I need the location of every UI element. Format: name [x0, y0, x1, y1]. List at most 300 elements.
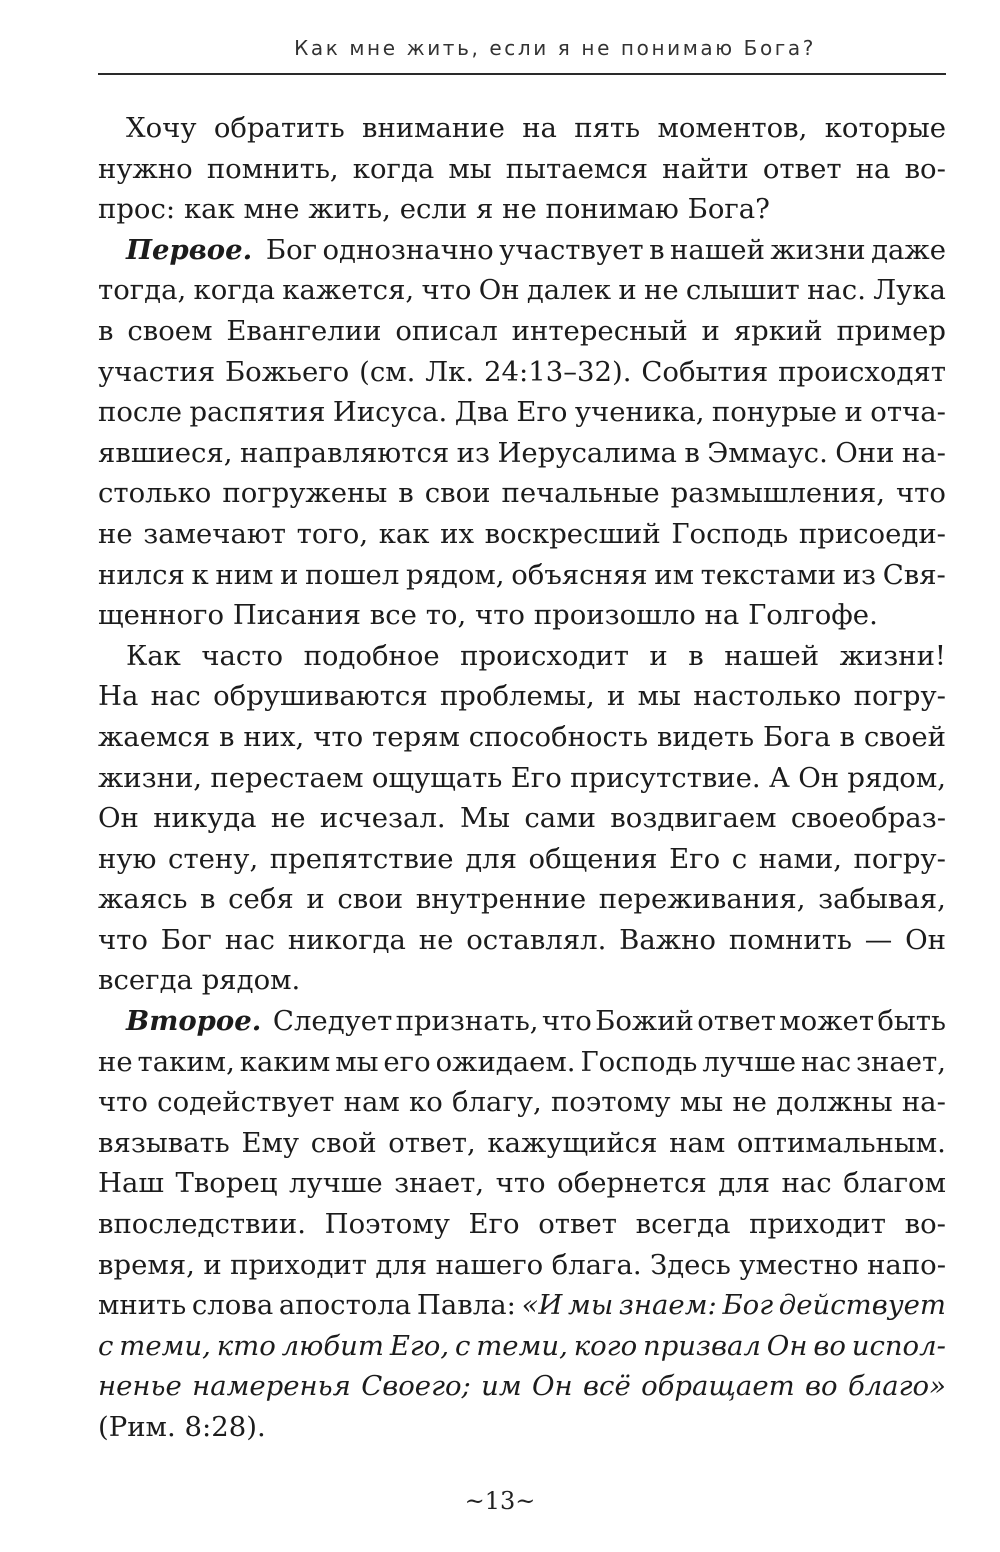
word: блага.: [551, 1248, 642, 1281]
word: распятия: [189, 396, 326, 429]
word: лучше: [288, 1167, 383, 1200]
word: Здесь: [650, 1248, 731, 1281]
word: Лука: [873, 274, 946, 307]
text-line: [98, 1245, 946, 1286]
word: мы: [679, 1086, 724, 1119]
word: ответ,: [388, 1126, 476, 1159]
word: Он: [98, 802, 139, 835]
word: всегда: [635, 1208, 731, 1241]
word: что: [98, 1086, 148, 1119]
text-line: [98, 595, 946, 636]
word: не: [732, 1086, 767, 1119]
word: объясняя: [511, 558, 648, 591]
word: Голгофе.: [748, 599, 878, 632]
word: ную: [98, 842, 157, 875]
word: слова: [191, 1289, 274, 1322]
word: и: [607, 680, 626, 713]
word: Он: [905, 923, 946, 956]
word: нился: [98, 558, 185, 591]
word: того,: [296, 517, 369, 550]
word: пошел: [305, 558, 400, 591]
word: с: [731, 842, 748, 875]
word: на-: [901, 1086, 946, 1119]
paragraph-intro: [98, 108, 946, 230]
word: для: [718, 1167, 770, 1200]
word: благо»: [847, 1370, 946, 1403]
word: для: [465, 842, 517, 875]
word: и: [203, 1248, 222, 1281]
word: поэтому: [550, 1086, 671, 1119]
word: щенного: [98, 599, 225, 632]
word: нам: [343, 1086, 400, 1119]
word: и: [618, 274, 637, 307]
word: любит: [281, 1329, 384, 1362]
word: Он: [766, 1329, 808, 1362]
word: нас: [800, 1045, 852, 1078]
word: ожидаем.: [435, 1045, 576, 1078]
word: Хочу: [126, 112, 197, 144]
word: что: [541, 1005, 592, 1038]
word: во-: [904, 152, 946, 185]
word: и: [306, 883, 325, 916]
word: размышления,: [670, 477, 885, 510]
word: сами: [524, 802, 596, 835]
word: может: [779, 1005, 875, 1038]
word: всегда: [98, 964, 193, 997]
word: уместно: [739, 1248, 859, 1281]
word: Он: [478, 274, 520, 307]
word: даже: [871, 233, 946, 266]
word: во-: [904, 1208, 946, 1241]
word: внимание: [362, 112, 505, 144]
word: из: [842, 558, 877, 591]
word: найти: [662, 152, 749, 185]
word: намеренья: [192, 1370, 351, 1403]
header-rule: [98, 73, 946, 75]
word: в: [398, 477, 414, 510]
word: приходит: [230, 1248, 367, 1281]
word: не: [98, 517, 133, 550]
word: благом: [843, 1167, 946, 1200]
page-number: ~13~: [464, 1487, 536, 1515]
text-line: [98, 1042, 946, 1083]
word: рядом.: [201, 964, 301, 997]
word: то,: [425, 599, 467, 632]
word: не: [502, 193, 537, 226]
word: и: [649, 639, 668, 672]
word: моментов,: [657, 112, 808, 144]
word: нашей: [670, 233, 765, 266]
word: лучше: [702, 1045, 797, 1078]
word: что: [475, 599, 525, 632]
word: А: [769, 761, 790, 794]
word: участвует: [499, 233, 644, 266]
word: я: [475, 193, 494, 226]
word: На: [98, 680, 139, 713]
word: Два: [454, 396, 509, 429]
word: что: [421, 274, 472, 307]
word: Свя-: [882, 558, 946, 591]
word: проблемы,: [439, 680, 595, 713]
word: на: [855, 152, 891, 185]
word: своей: [863, 720, 946, 753]
word: способность: [468, 720, 649, 753]
word: таким,: [137, 1045, 235, 1078]
word: обрушиваются: [213, 680, 428, 713]
word: «И: [521, 1289, 563, 1322]
word: после: [98, 396, 183, 429]
word: себя: [228, 883, 294, 916]
word: ответ: [697, 1005, 776, 1038]
word: что: [895, 477, 946, 510]
paragraph-lead-label: Второе.: [126, 1005, 262, 1038]
word: Иерусалима: [497, 436, 677, 469]
word: вязывать: [98, 1126, 230, 1159]
word: тогда,: [98, 274, 187, 307]
word: оптимальным.: [736, 1126, 946, 1159]
word: мы: [335, 1045, 379, 1078]
word: обращает: [641, 1370, 795, 1403]
word: внутренние: [415, 883, 587, 916]
text-line: [98, 1082, 946, 1123]
word: Ему: [241, 1126, 300, 1159]
word: 24:13–32).: [484, 355, 632, 388]
word: стену,: [168, 842, 259, 875]
paragraph-first: [98, 230, 946, 636]
word: Эммаус.: [707, 436, 828, 469]
text-line: [98, 758, 946, 799]
word: жаясь: [98, 883, 188, 916]
word: Иисуса.: [332, 396, 448, 429]
word: впоследствии.: [98, 1208, 306, 1241]
word: Писания: [232, 599, 361, 632]
word: Бога?: [687, 193, 770, 226]
word: Его: [669, 842, 721, 875]
text-line: [98, 676, 946, 717]
word: погружены: [222, 477, 388, 510]
word: свои: [337, 883, 404, 916]
word: отча-: [870, 396, 946, 429]
word: Следует: [272, 1005, 393, 1038]
word: забывая,: [818, 883, 946, 916]
word: ответ: [762, 152, 842, 185]
word: не: [270, 802, 306, 835]
word: жизни!: [839, 639, 946, 672]
text-line: [98, 189, 946, 230]
word: не: [644, 274, 679, 307]
word: Божий: [595, 1005, 694, 1038]
word: рядом,: [405, 558, 505, 591]
word: что: [98, 923, 148, 956]
word: Лк.: [425, 355, 475, 388]
word: свои: [424, 477, 491, 510]
word: в: [200, 883, 216, 916]
text-line: [98, 311, 946, 352]
word: никуда: [153, 802, 257, 835]
word: Павла:: [416, 1289, 516, 1322]
text-line: [98, 879, 946, 920]
word: общения: [528, 842, 658, 875]
word: препятствие: [269, 842, 454, 875]
word: погру-: [853, 842, 946, 875]
word: происходит: [460, 639, 629, 672]
word: им: [481, 1370, 522, 1403]
word: нас: [150, 680, 201, 713]
text-line: [98, 1204, 946, 1245]
body-text: [98, 108, 946, 1448]
word: Он: [798, 761, 840, 794]
text-line: [98, 1366, 946, 1407]
word: мы: [448, 152, 492, 185]
word: 8:28).: [184, 1411, 266, 1443]
word: слышит: [685, 274, 800, 307]
word: часто: [201, 639, 284, 672]
word: происходят: [778, 355, 946, 388]
text-line: [98, 798, 946, 839]
word: Его: [516, 396, 568, 429]
word: в: [684, 436, 700, 469]
word: и: [280, 558, 299, 591]
text-line: [98, 1407, 946, 1448]
word: Божьего: [224, 355, 350, 388]
text-line: [98, 1285, 946, 1326]
word: когда: [193, 274, 276, 307]
word: подобное: [303, 639, 440, 672]
word: все: [369, 599, 417, 632]
word: во: [805, 1370, 838, 1403]
word: переживания,: [598, 883, 806, 916]
word: должны: [776, 1086, 893, 1119]
word: произошло: [533, 599, 696, 632]
text-line: [98, 920, 946, 961]
word: не: [418, 923, 454, 956]
text-line: [98, 717, 946, 758]
word: погру-: [853, 680, 946, 713]
word: время,: [98, 1248, 195, 1281]
word: и: [844, 396, 863, 429]
word: содействует: [157, 1086, 335, 1119]
word: присоеди-: [798, 517, 946, 550]
word: Бог: [265, 233, 318, 266]
word: с: [454, 1329, 471, 1362]
word: своем: [127, 314, 213, 347]
word: столько: [98, 477, 212, 510]
paragraph-second: [98, 1001, 946, 1448]
text-line: [98, 149, 946, 190]
word: апостола: [278, 1289, 412, 1322]
word: обратить: [213, 112, 345, 144]
word: перестаем: [210, 761, 364, 794]
word: Он: [532, 1370, 573, 1403]
word: в: [688, 639, 704, 672]
word: Господь: [580, 1045, 698, 1078]
word: присутствие.: [570, 761, 761, 794]
word: признать,: [395, 1005, 539, 1038]
text-line: [98, 514, 946, 555]
word: что: [313, 720, 364, 753]
word: Бога: [763, 720, 831, 753]
word: кажущийся: [487, 1126, 658, 1159]
word: ученика,: [574, 396, 705, 429]
word: помнить,: [206, 152, 339, 185]
word: мне: [243, 193, 300, 226]
word: призвал: [642, 1329, 761, 1362]
word: испол-: [851, 1329, 946, 1362]
word: Важно: [619, 923, 716, 956]
word: жить,: [308, 193, 391, 226]
word: Бог: [722, 1289, 774, 1322]
word: жизни,: [98, 761, 203, 794]
word: кажется,: [282, 274, 415, 307]
text-line: [98, 1123, 946, 1164]
word: их: [440, 517, 474, 550]
word: пять: [574, 112, 641, 144]
text-line: [98, 1163, 946, 1204]
word: текстами: [700, 558, 837, 591]
word: в: [839, 720, 855, 753]
word: описал: [395, 314, 498, 347]
word: нас.: [807, 274, 866, 307]
word: нас: [781, 1167, 832, 1200]
word: благу,: [451, 1086, 542, 1119]
word: кто: [216, 1329, 276, 1362]
text-line: [98, 352, 946, 393]
word: ответ: [538, 1208, 617, 1241]
word: нами,: [758, 842, 842, 875]
word: События: [641, 355, 769, 388]
text-line: [98, 433, 946, 474]
paragraph-example: [98, 636, 946, 1001]
word: понурые: [711, 396, 838, 429]
text-line: [98, 230, 946, 271]
word: (см.: [359, 355, 416, 388]
word: мы: [637, 680, 681, 713]
word: ко: [409, 1086, 443, 1119]
word: в: [98, 314, 114, 347]
word: для: [375, 1248, 428, 1281]
word: с: [98, 1329, 114, 1362]
word: знает,: [856, 1045, 946, 1078]
word: далек: [526, 274, 612, 307]
word: участия: [98, 355, 216, 388]
word: Господь: [671, 517, 789, 550]
word: каким: [239, 1045, 331, 1078]
word: мы: [568, 1289, 614, 1322]
word: им: [654, 558, 694, 591]
text-line: [98, 636, 946, 677]
word: на-: [901, 436, 946, 469]
text-line: [98, 108, 946, 149]
word: помнить: [728, 923, 852, 956]
word: свой: [310, 1126, 377, 1159]
word: —: [864, 923, 893, 956]
word: мнить: [98, 1289, 187, 1322]
word: печальные: [501, 477, 660, 510]
word: к: [191, 558, 209, 591]
text-line: [98, 1001, 946, 1042]
word: Евангелии: [226, 314, 382, 347]
word: ощущать: [371, 761, 503, 794]
word: исчезал.: [319, 802, 446, 835]
word: ненье: [98, 1370, 182, 1403]
word: (Рим.: [98, 1411, 176, 1443]
word: интересный: [511, 314, 688, 347]
text-line: [98, 1326, 946, 1367]
word: действует: [778, 1289, 946, 1322]
word: направляются: [239, 436, 450, 469]
word: Они: [835, 436, 895, 469]
word: нас: [224, 923, 275, 956]
word: Своего;: [361, 1370, 471, 1403]
word: понимаю: [545, 193, 679, 226]
word: Творец: [175, 1167, 278, 1200]
word: знает,: [394, 1167, 485, 1200]
word: на: [522, 112, 557, 144]
word: видеть: [656, 720, 755, 753]
word: когда: [352, 152, 435, 185]
word: настолько: [693, 680, 842, 713]
word: не: [98, 1045, 133, 1078]
word: никогда: [287, 923, 406, 956]
word: что: [495, 1167, 546, 1200]
word: во: [813, 1329, 846, 1362]
word: воздвигаем: [610, 802, 777, 835]
word: которые: [824, 112, 946, 144]
word: всё: [583, 1370, 631, 1403]
word: Его: [510, 761, 562, 794]
word: из: [456, 436, 490, 469]
word: теми,: [119, 1329, 211, 1362]
word: кого: [573, 1329, 638, 1362]
word: Его,: [389, 1329, 450, 1362]
word: как: [378, 517, 430, 550]
text-line: [98, 473, 946, 514]
word: нужно: [98, 152, 193, 185]
word: оставлял.: [466, 923, 607, 956]
word: Мы: [460, 802, 511, 835]
word: в: [219, 720, 235, 753]
word: прос:: [98, 193, 176, 226]
word: напо-: [867, 1248, 946, 1281]
word: быть: [877, 1005, 946, 1038]
word: приходит: [749, 1208, 886, 1241]
word: на: [704, 599, 740, 632]
word: нашего: [435, 1248, 544, 1281]
text-line: [98, 960, 946, 1001]
word: воскресший: [484, 517, 661, 550]
word: Наш: [98, 1167, 164, 1200]
word: ним: [215, 558, 274, 591]
word: однозначно: [322, 233, 494, 266]
word: теми,: [476, 1329, 568, 1362]
text-line: [98, 270, 946, 311]
word: них,: [243, 720, 305, 753]
running-header: Как мне жить, если я не понимаю Бога?: [294, 36, 816, 60]
word: нам: [669, 1126, 726, 1159]
word: жизни: [770, 233, 866, 266]
word: замечают: [143, 517, 287, 550]
word: жаемся: [98, 720, 211, 753]
word: Как: [126, 639, 181, 672]
word: знаем:: [618, 1289, 717, 1322]
word: в: [649, 233, 665, 266]
text-line: [98, 555, 946, 596]
word: рядом,: [847, 761, 946, 794]
text-line: [98, 839, 946, 880]
word: обернется: [557, 1167, 707, 1200]
word: Бог: [160, 923, 212, 956]
word: явшиеся,: [98, 436, 233, 469]
